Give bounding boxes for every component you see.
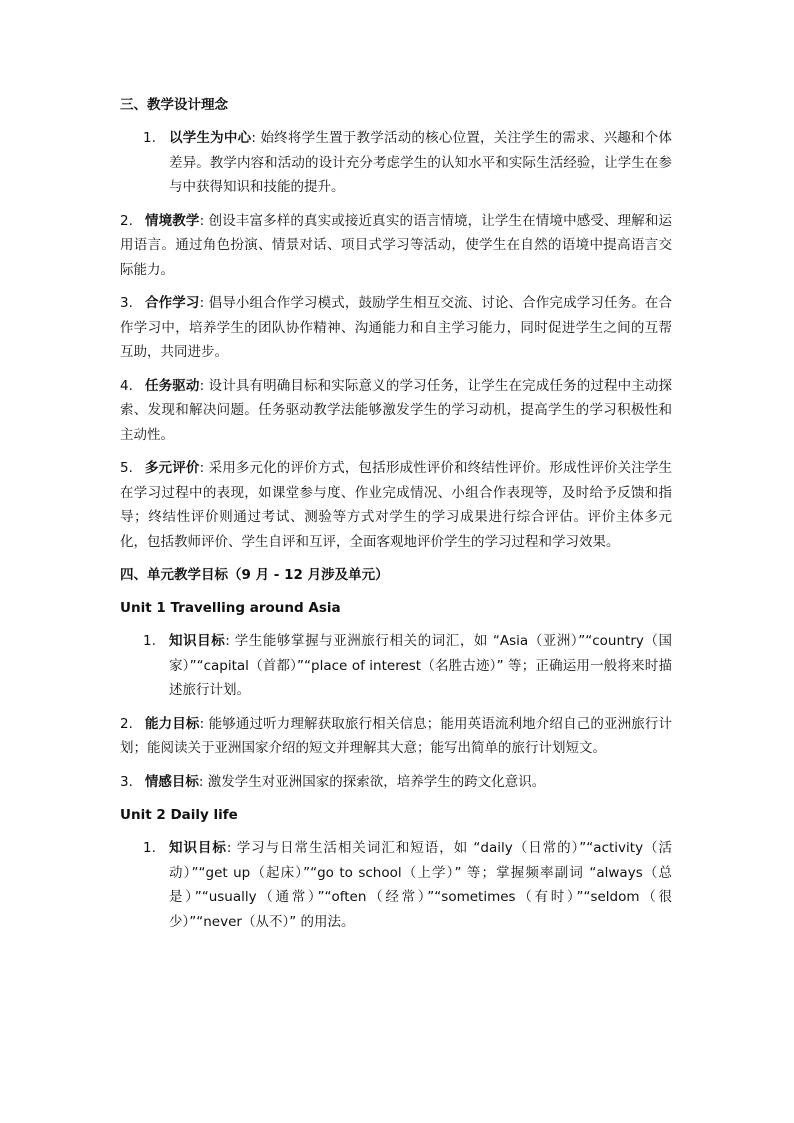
item-term: 知识目标 <box>169 633 226 649</box>
section-3-heading: 三、教学设计理念 <box>120 97 228 113</box>
list-number: 3. <box>120 295 133 311</box>
list-item: 3. 情感目标: 激发学生对亚洲国家的探索欲，培养学生的跨文化意识。 <box>120 773 546 790</box>
list-item: 4. 任务驱动: 设计具有明确目标和实际意义的学习任务，让学生在完成任务的过程中主动探索、发现和解决问题。任务驱动教学法能够激发学生的学习动机，提高学生的学习积极性和主动性。 <box>120 377 673 443</box>
list-item: 2. 能力目标: 能够通过听力理解获取旅行相关信息；能用英语流利地介绍自己的亚洲旅行计划；能阅读关于亚洲国家介绍的短文并理解其大意；能写出简单的旅行计划短文。 <box>120 715 673 756</box>
item-term: 能力目标 <box>144 715 200 732</box>
list-number: 2. <box>120 212 133 229</box>
item-text: 学习与日常生活相关词汇和短语，如 “daily（日常的）”“activity（活动）”“get up（起床）”“go to school（上学）” 等；掌握频率副词 “always（总是）”“usually（通常）”“often（经常）”“sometimes（有时）”“seldom（很少）”“never（从不）” 的用法。 <box>169 840 672 930</box>
item-term: 合作学习 <box>144 295 200 311</box>
unit-1-title: Unit 1 Travelling around Asia <box>120 600 341 616</box>
unit-2-title: Unit 2 Daily life <box>120 807 238 823</box>
item-term: 任务驱动 <box>144 377 200 394</box>
item-text: 激发学生对亚洲国家的探索欲，培养学生的跨文化意识。 <box>207 773 546 790</box>
list-number: 1. <box>143 633 156 649</box>
item-text: 创设丰富多样的真实或接近真实的语言情境，让学生在情境中感受、理解和运用语言。通过角色扮演、情景对话、项目式学习等活动，使学生在自然的语境中提高语言交际能力。 <box>120 212 673 278</box>
list-item: 5. 多元评价: 采用多元化的评价方式，包括形成性评价和终结性评价。形成性评价关注学生在学习过程中的表现，如课堂参与度、作业完成情况、小组合作表现等，及时给予反馈和指导；终结性评价则通过考试、测验等方式对学生的学习成果进行综合评估。评价主体多元化，包括教师评价、学生自评和互评，全面客观地评价学生的学习过程和学习效果。 <box>120 460 673 550</box>
item-term: 情感目标 <box>144 773 199 790</box>
item-term: 情境教学 <box>144 212 200 229</box>
list-item: 1. 以学生为中心: 始终将学生置于教学活动的核心位置，关注学生的需求、兴趣和个体差异。教学内容和活动的设计充分考虑学生的认知水平和实际生活经验，让学生在参与中获得知识和技能的提升。 <box>120 126 672 200</box>
item-term: 知识目标 <box>169 840 227 856</box>
item-text: 采用多元化的评价方式，包括形成性评价和终结性评价。形成性评价关注学生在学习过程中的表现，如课堂参与度、作业完成情况、小组合作表现等，及时给予反馈和指导；终结性评价则通过考试、测验等方式对学生的学习成果进行综合评估。评价主体多元化，包括教师评价、学生自评和互评，全面客观地评价学生的学习过程和学习效果。 <box>120 460 673 550</box>
list-number: 1. <box>143 130 156 146</box>
list-item: 1. 知识目标: 学生能够掌握与亚洲旅行相关的词汇，如 “Asia（亚洲）”“country（国家）”“capital（首都）”“place of interest（名胜古迹）” 等；正确运用一般将来时描述旅行计划。 <box>120 629 672 703</box>
item-term: 以学生为中心 <box>169 130 252 146</box>
list-number: 3. <box>120 773 133 790</box>
document-page <box>120 93 672 943</box>
list-item: 3. 合作学习: 倡导小组合作学习模式，鼓励学生相互交流、讨论、合作完成学习任务。在合作学习中，培养学生的团队协作精神、沟通能力和自主学习能力，同时促进学生之间的互帮互助，共同进步。 <box>120 295 673 360</box>
item-text: 设计具有明确目标和实际意义的学习任务，让学生在完成任务的过程中主动探索、发现和解决问题。任务驱动教学法能够激发学生的学习动机，提高学生的学习积极性和主动性。 <box>120 377 673 443</box>
item-term: 多元评价 <box>144 460 200 476</box>
list-item: 1. 知识目标: 学习与日常生活相关词汇和短语，如 “daily（日常的）”“activity（活动）”“get up（起床）”“go to school（上学）” 等；掌握频率副词 “always（总是）”“usually（通常）”“often（经常）”“sometimes（有时）”“seldom（很少）”“never（从不）” 的用法。 <box>120 836 672 934</box>
item-text: 学生能够掌握与亚洲旅行相关的词汇，如 “Asia（亚洲）”“country（国家）”“capital（首都）”“place of interest（名胜古迹）” 等；正确运用一般将来时描述旅行计划。 <box>169 633 673 698</box>
section-4-heading: 四、单元教学目标（9 月 - 12 月涉及单元） <box>120 567 389 583</box>
item-text: 能够通过听力理解获取旅行相关信息；能用英语流利地介绍自己的亚洲旅行计划；能阅读关于亚洲国家介绍的短文并理解其大意；能写出简单的旅行计划短文。 <box>120 715 673 756</box>
item-text: 倡导小组合作学习模式，鼓励学生相互交流、讨论、合作完成学习任务。在合作学习中，培养学生的团队协作精神、沟通能力和自主学习能力，同时促进学生之间的互帮互助，共同进步。 <box>120 295 673 360</box>
item-text: 始终将学生置于教学活动的核心位置，关注学生的需求、兴趣和个体差异。教学内容和活动的设计充分考虑学生的认知水平和实际生活经验，让学生在参与中获得知识和技能的提升。 <box>169 130 673 195</box>
list-number: 5. <box>120 460 133 476</box>
list-number: 1. <box>143 840 156 856</box>
list-number: 2. <box>120 715 133 732</box>
list-item: 2. 情境教学: 创设丰富多样的真实或接近真实的语言情境，让学生在情境中感受、理解和运用语言。通过角色扮演、情景对话、项目式学习等活动，使学生在自然的语境中提高语言交际能力。 <box>120 212 673 278</box>
list-number: 4. <box>120 377 133 394</box>
